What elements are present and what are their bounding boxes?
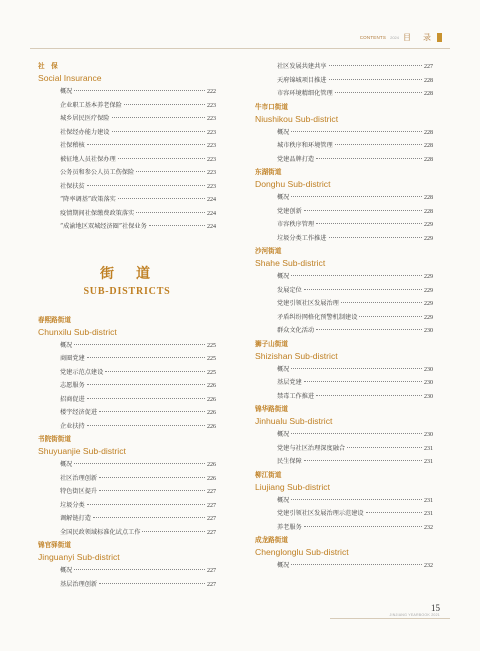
toc-entry[interactable] [255,390,433,404]
section-title-en: Shizishan Sub-district [255,350,338,361]
toc-entry[interactable] [38,366,216,380]
toc-entry[interactable] [255,270,433,284]
toc-entry-page: 229 [424,222,433,228]
toc-entry[interactable] [38,180,216,194]
toc-entry-page: 227 [424,64,433,70]
dot-leader [87,504,205,505]
dot-leader [99,477,205,478]
section-title-cn: 成龙路街道 [255,536,288,544]
toc-entry-label: 党建引领社区发展治理 [277,300,339,307]
toc-entry[interactable] [255,218,433,232]
toc-entry-page: 230 [424,393,433,400]
entry-list [255,270,433,338]
toc-entry-page: 223 [207,116,216,122]
toc-entry-page: 222 [207,89,216,95]
toc-entry-page: 227 [207,489,216,495]
dot-leader [112,131,206,132]
toc-entry[interactable] [255,559,433,573]
toc-entry[interactable] [38,166,216,180]
toc-entry-label: 被征地人员社保办理 [60,155,116,163]
toc-entry-label: 社保经办能力建设 [60,128,110,136]
dot-leader [291,564,422,565]
toc-entry-page: 224 [207,210,216,217]
toc-entry-page: 231 [424,497,433,504]
header-title: 目 录 [403,32,433,42]
running-header [360,31,442,43]
entry-list [255,60,433,101]
toc-entry-label: 天府锦城项目推进 [277,76,327,84]
dot-leader [316,223,422,224]
dot-leader [291,433,422,434]
dot-leader [291,196,422,197]
entry-list [38,339,216,434]
dot-leader [291,131,422,132]
dot-leader [304,381,422,382]
toc-entry-label: 企业职工基本养老保险 [60,101,122,109]
toc-entry[interactable] [255,507,433,521]
toc-entry-label: 全国民政领域标准化试点工作 [60,528,141,536]
toc-entry-label: 党建示范点建设 [60,368,104,376]
toc-entry-page: 227 [207,581,216,588]
toc-entry-label: 社区治理创新 [60,474,98,482]
dot-leader [99,411,205,412]
toc-entry-page: 223 [207,156,216,163]
toc-entry-page: 228 [424,143,433,149]
section-title-cn: 东湖街道 [255,168,282,176]
toc-entry-label: 概况 [60,461,73,468]
dot-leader [87,398,205,399]
dot-leader [341,302,422,303]
dot-leader [74,569,205,570]
dot-leader [87,357,205,358]
entry-list [38,564,216,591]
toc-entry-page: 229 [424,287,433,294]
toc-entry-page: 229 [424,301,433,307]
toc-entry[interactable] [255,376,433,390]
toc-entry-page: 227 [207,529,216,536]
toc-entry-page: 227 [207,502,216,509]
toc-entry-page: 224 [207,224,216,230]
toc-entry-page: 231 [424,445,433,452]
part-title-cn: 街 道 [100,265,154,282]
part-title-en: SUB-DISTRICTS [83,285,171,297]
dot-leader [142,531,205,532]
section-title-cn: 社 保 [38,62,58,70]
toc-entry-label: “降率调基”政策落实 [60,196,116,203]
toc-entry-page: 230 [424,432,433,438]
toc-entry-label: 养老服务 [277,523,302,531]
toc-entry[interactable] [255,324,433,338]
toc-entry-page: 227 [207,568,216,574]
dot-leader [304,526,422,527]
toc-entry-page: 228 [424,129,433,136]
entry-list [255,363,433,404]
toc-right-column [255,60,433,573]
toc-entry[interactable] [255,153,433,167]
toc-entry-page: 224 [207,197,216,203]
toc-entry-page: 229 [424,314,433,321]
toc-entry-label: 特色街区提升 [60,488,98,495]
toc-entry[interactable] [255,311,433,325]
section-title-cn: 锦华路街道 [255,405,288,413]
dot-leader [335,144,422,145]
toc-entry[interactable] [255,232,433,246]
dot-leader [136,212,205,213]
toc-entry[interactable] [255,363,433,377]
toc-entry-label: 企业扶持 [60,422,85,430]
toc-entry[interactable] [38,153,216,167]
section-title-en: Chunxilu Sub-district [38,326,117,337]
toc-entry-page: 228 [424,77,433,84]
entry-list [255,494,433,535]
dot-leader [291,275,422,276]
toc-entry[interactable] [38,220,216,234]
toc-entry-page: 229 [424,235,433,242]
toc-entry-page: 231 [424,459,433,465]
toc-entry[interactable] [255,442,433,456]
dot-leader [304,210,422,211]
toc-entry[interactable] [38,126,216,140]
section-title-cn: 沙河街道 [255,247,282,255]
dot-leader [87,185,205,186]
page-footer [390,603,440,617]
section-title-en: Shahe Sub-district [255,258,326,268]
toc-entry-page: 228 [424,208,433,215]
toc-entry[interactable] [38,99,216,113]
toc-entry-page: 223 [207,183,216,190]
toc-entry-label: 招商促进 [60,395,85,403]
dot-leader [316,395,422,396]
toc-entry-page: 227 [207,516,216,522]
header-contents-label: CONTENTS [359,34,387,40]
dot-leader [304,289,422,290]
header-accent-bar [437,33,442,42]
section-title-en: Social Insurance [38,73,102,83]
toc-entry[interactable] [255,428,433,442]
toc-entry-label: 发展定位 [277,286,302,294]
toc-entry-label: 调解链打造 [60,515,91,522]
toc-entry[interactable] [38,485,216,499]
dot-leader [329,65,423,66]
toc-entry-label: 基层治理创新 [60,580,98,588]
toc-entry-label: 概况 [277,128,290,136]
toc-entry-label: 党建创新 [277,207,302,215]
toc-entry-label: 党建品牌打造 [277,155,315,163]
toc-entry-label: 概况 [277,273,290,280]
toc-entry[interactable] [38,564,216,578]
page-number: 15 [431,603,440,613]
toc-entry-label: “成渝地区双城经济圈”社保业务 [60,223,147,230]
dot-leader [291,499,422,500]
section-title-cn: 书院街街道 [38,435,71,443]
toc-entry-page: 228 [424,91,433,97]
toc-entry-page: 231 [424,511,433,517]
dot-leader [93,517,205,518]
toc-entry[interactable] [38,578,216,592]
toc-entry-label: 社区发展共建共享 [277,63,327,70]
dot-leader [124,104,205,105]
toc-entry-label: 商圈党建 [60,355,85,362]
toc-entry[interactable] [255,494,433,508]
section-title-en: Niushikou Sub-district [255,113,339,124]
dot-leader [291,368,422,369]
toc-entry-page: 230 [424,380,433,386]
toc-entry[interactable] [38,112,216,126]
toc-entry-page: 223 [207,102,216,109]
section-title-cn: 锦官驿街道 [38,541,71,549]
toc-entry-page: 225 [207,369,216,376]
toc-entry-page: 226 [207,423,216,430]
toc-entry-page: 226 [207,462,216,468]
toc-entry-label: 民生保障 [277,458,302,465]
dot-leader [112,117,206,118]
toc-entry-page: 226 [207,475,216,482]
toc-entry[interactable] [38,472,216,486]
toc-entry[interactable] [38,512,216,526]
toc-entry-label: 概况 [60,341,73,349]
toc-entry[interactable] [38,207,216,221]
dot-leader [347,447,422,448]
section-title-cn: 春熙路街道 [38,315,71,324]
toc-entry-page: 232 [424,563,433,569]
toc-entry-label: 概况 [277,365,290,373]
toc-entry-label: 党建引领社区发展治理示范建设 [277,510,364,517]
entry-list [255,428,433,469]
toc-entry[interactable] [38,193,216,207]
toc-entry[interactable] [38,499,216,513]
toc-entry-label: 概况 [277,194,290,201]
toc-entry-label: 垃圾分类 [60,501,85,509]
toc-entry-page: 223 [207,129,216,136]
toc-entry-label: 矛盾纠纷网格化预警机制建设 [277,313,358,321]
toc-entry-label: 概况 [277,496,290,504]
toc-entry[interactable] [255,205,433,219]
toc-entry-label: 公务员和参公人员工伤保险 [60,169,135,176]
toc-entry-page: 229 [424,274,433,280]
dot-leader [149,225,205,226]
dot-leader [359,316,422,317]
toc-entry-label: 疫情期间社保缴费政策落实 [60,209,135,217]
dot-leader [105,371,205,372]
toc-entry-label: 市容秩序管理 [277,221,315,228]
dot-leader [87,384,205,385]
entry-list [38,458,216,539]
dot-leader [99,490,205,491]
toc-entry-label: 禁毒工作推进 [277,392,315,400]
toc-entry[interactable] [255,284,433,298]
toc-entry-label: 概况 [60,88,73,95]
dot-leader [304,460,422,461]
toc-entry[interactable] [255,297,433,311]
dot-leader [74,90,205,91]
toc-entry[interactable] [255,455,433,469]
toc-entry-label: 党建与社区治理深度融合 [277,444,346,452]
dot-leader [136,171,205,172]
toc-entry[interactable] [38,406,216,420]
toc-entry[interactable] [255,521,433,535]
dot-leader [366,512,422,513]
dot-leader [118,158,205,159]
section-title-cn: 狮子山街道 [255,339,288,348]
toc-entry-page: 226 [207,383,216,389]
toc-entry[interactable] [255,74,433,88]
toc-entry-page: 226 [207,396,216,403]
toc-entry[interactable] [38,526,216,540]
toc-entry-label: 基层党建 [277,379,302,386]
dot-leader [118,198,205,199]
toc-entry[interactable] [255,139,433,153]
toc-entry-page: 225 [207,342,216,349]
toc-entry-label: 垃圾分类工作推进 [277,234,327,242]
toc-entry[interactable] [255,191,433,205]
section-title-cn: 牛市口街道 [255,102,288,111]
dot-leader [329,79,423,80]
toc-entry[interactable] [38,352,216,366]
toc-entry-label: 市容环境精细化管理 [277,90,333,97]
dot-leader [335,92,422,93]
section-title-en: Shuyuanjie Sub-district [38,446,126,456]
entry-list [38,85,216,234]
dot-leader [99,583,205,584]
toc-entry-label: 概况 [60,567,73,574]
toc-entry[interactable] [255,87,433,101]
section-title-cn: 柳江街道 [255,470,282,479]
toc-left-column [38,60,216,591]
entry-list [255,191,433,245]
toc-entry-page: 228 [424,195,433,201]
part-heading [38,264,216,300]
toc-entry-label: 概况 [277,431,290,438]
entry-list [255,126,433,167]
toc-entry-page: 225 [207,356,216,362]
section-title-en: Jinhualu Sub-district [255,416,333,426]
dot-leader [316,158,422,159]
toc-entry-page: 232 [424,524,433,531]
toc-entry-page: 228 [424,156,433,163]
toc-entry-label: 群众文化活动 [277,327,315,334]
toc-entry-label: 城乡居民医疗保险 [60,115,110,122]
section-title-en: Donghu Sub-district [255,179,331,189]
toc-entry[interactable] [38,420,216,434]
entry-list [255,559,433,573]
dot-leader [87,425,205,426]
toc-entry[interactable] [255,60,433,74]
toc-entry-label: 志愿服务 [60,382,85,389]
toc-entry-page: 230 [424,366,433,373]
header-divider [30,48,450,49]
toc-entry-label: 社保扶贫 [60,182,85,190]
toc-entry-page: 223 [207,143,216,149]
toc-entry[interactable] [38,393,216,407]
toc-entry-label: 城市秩序和环境管理 [277,142,333,149]
header-year: 2024 [390,34,399,40]
dot-leader [74,463,205,464]
toc-entry[interactable] [255,126,433,140]
dot-leader [316,329,422,330]
toc-entry[interactable] [38,379,216,393]
toc-entry-page: 230 [424,328,433,334]
dot-leader [87,144,205,145]
footer-subtitle: JINJIANG YEARBOOK 2021 [389,613,440,617]
section-title-en: Liujiang Sub-district [255,481,330,492]
dot-leader [329,237,423,238]
toc-entry-label: 楼宇经济促进 [60,409,98,416]
toc-entry-page: 226 [207,410,216,416]
toc-entry[interactable] [38,339,216,353]
toc-entry-label: 社保稽核 [60,142,85,149]
dot-leader [74,344,205,345]
toc-entry-page: 223 [207,170,216,176]
section-title-en: Chenglonglu Sub-district [255,547,349,557]
toc-entry-label: 概况 [277,562,290,569]
section-title-en: Jinguanyi Sub-district [38,552,120,562]
toc-entry[interactable] [38,85,216,99]
toc-entry[interactable] [38,458,216,472]
toc-entry[interactable] [38,139,216,153]
footer-divider [330,618,450,619]
